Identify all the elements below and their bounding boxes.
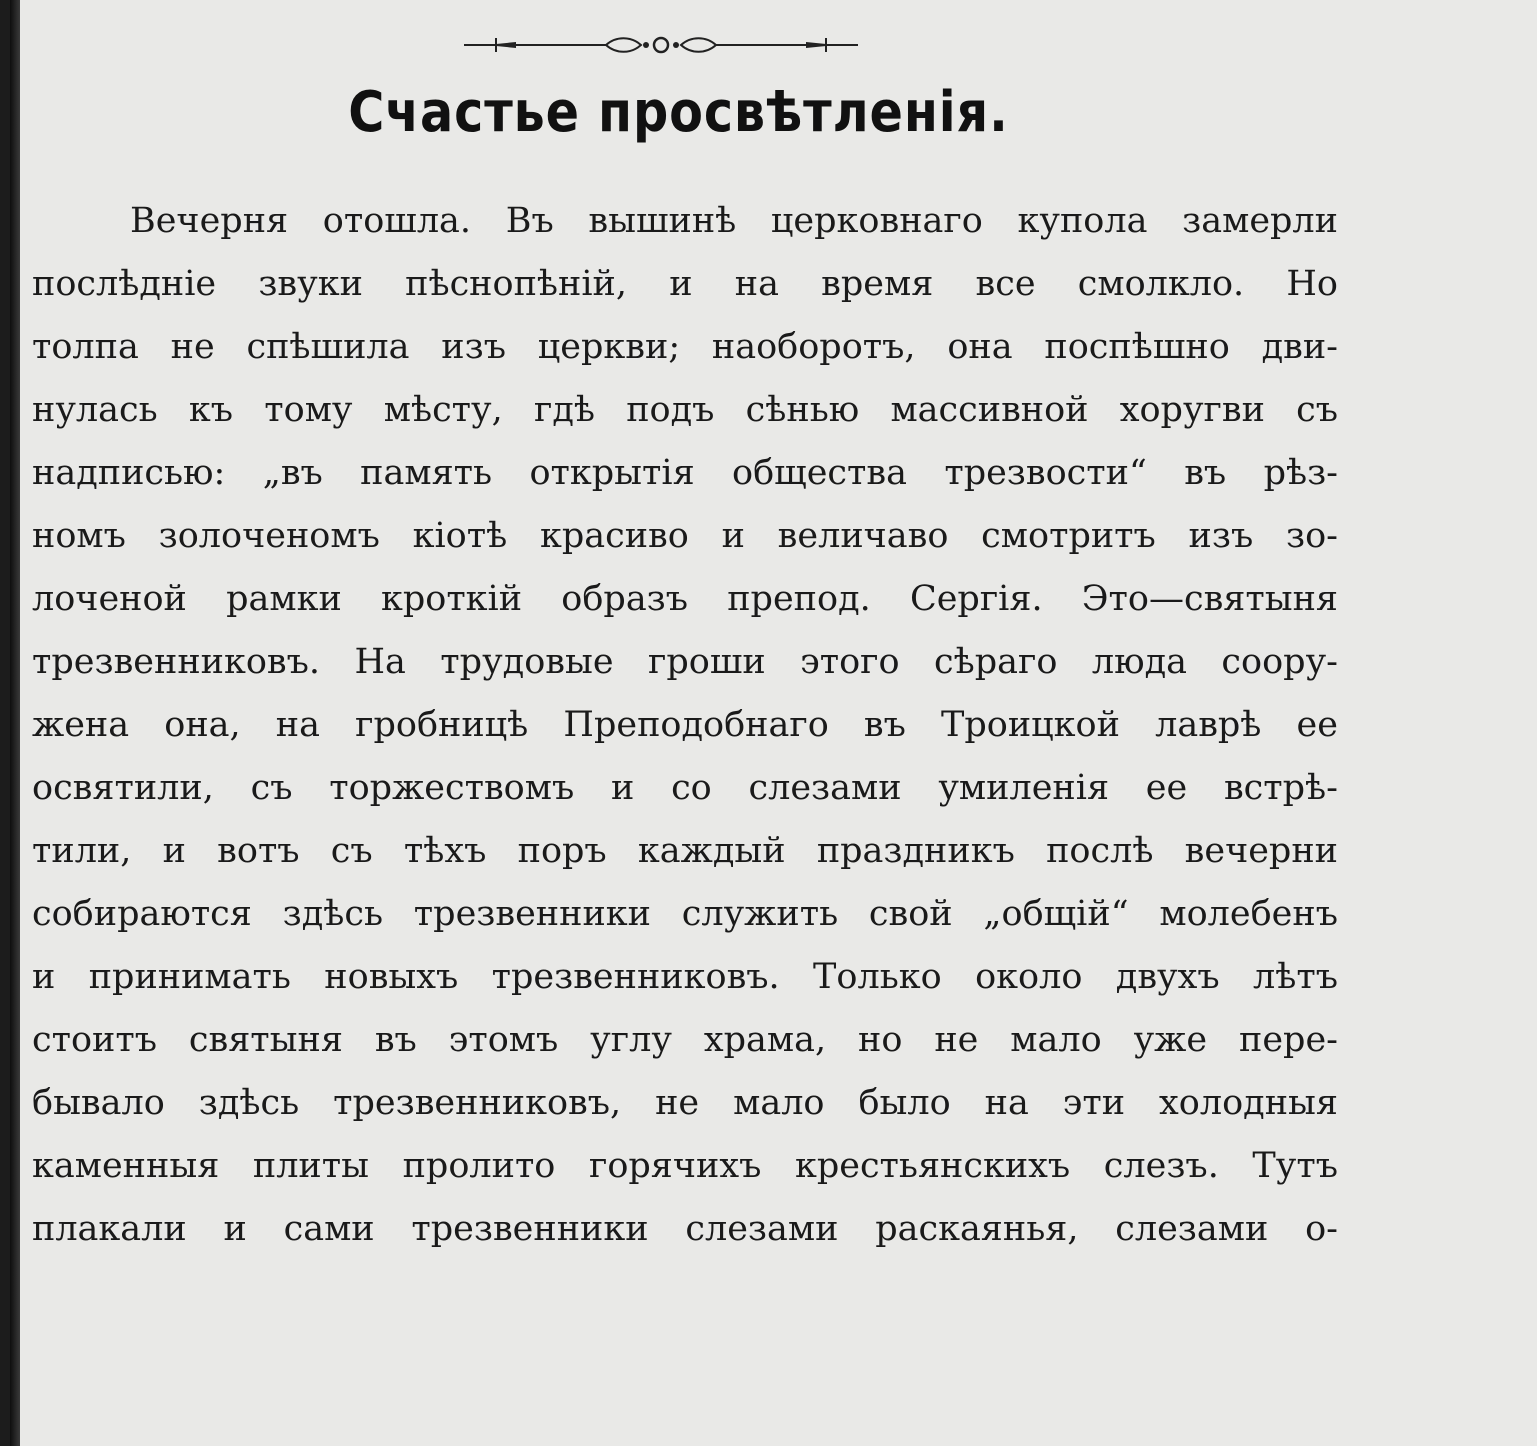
text-line: каменныя плиты пролито горячихъ крестьянскихъ слезъ. Тутъ	[32, 1146, 1338, 1186]
text-line: номъ золоченомъ кіотѣ красиво и величаво смотритъ изъ зо-	[32, 516, 1338, 556]
text-line: Вечерня отошла. Въ вышинѣ церковнаго купола замерли	[130, 201, 1338, 241]
text-line: нулась къ тому мѣсту, гдѣ подъ сѣнью массивной хоругви съ	[32, 390, 1338, 430]
text-line: собираются здѣсь трезвенники служить свой „общій“ молебенъ	[32, 894, 1338, 934]
text-line: трезвенниковъ. На трудовые гроши этого сѣраго люда соору-	[32, 642, 1338, 682]
page-edge-shadow	[10, 0, 20, 1446]
article-body	[32, 190, 1338, 1261]
article-title: Счастье просвѣтленія.	[348, 80, 1009, 145]
text-line: тили, и вотъ съ тѣхъ поръ каждый праздникъ послѣ вечерни	[32, 831, 1338, 871]
text-line: жена она, на гробницѣ Преподобнаго въ Троицкой лаврѣ ее	[32, 705, 1338, 745]
text-line: и принимать новыхъ трезвенниковъ. Только около двухъ лѣтъ	[32, 957, 1338, 997]
text-line: стоитъ святыня въ этомъ углу храма, но не мало уже пере-	[32, 1020, 1338, 1060]
text-line: толпа не спѣшила изъ церкви; наоборотъ, она поспѣшно дви-	[32, 327, 1338, 367]
text-line: лоченой рамки кроткій образъ препод. Сергія. Это—святыня	[32, 579, 1338, 619]
text-line: послѣдніе звуки пѣснопѣній, и на время все смолкло. Но	[32, 264, 1338, 304]
text-line: освятили, съ торжествомъ и со слезами умиленія ее встрѣ-	[32, 768, 1338, 808]
text-line: плакали и сами трезвенники слезами раскаянья, слезами о-	[32, 1209, 1338, 1249]
text-line: бывало здѣсь трезвенниковъ, не мало было на эти холодныя	[32, 1083, 1338, 1123]
text-line: надписью: „въ память открытія общества трезвости“ въ рѣз-	[32, 453, 1338, 493]
ornament-divider	[456, 34, 866, 56]
document-page	[10, 0, 1537, 1446]
